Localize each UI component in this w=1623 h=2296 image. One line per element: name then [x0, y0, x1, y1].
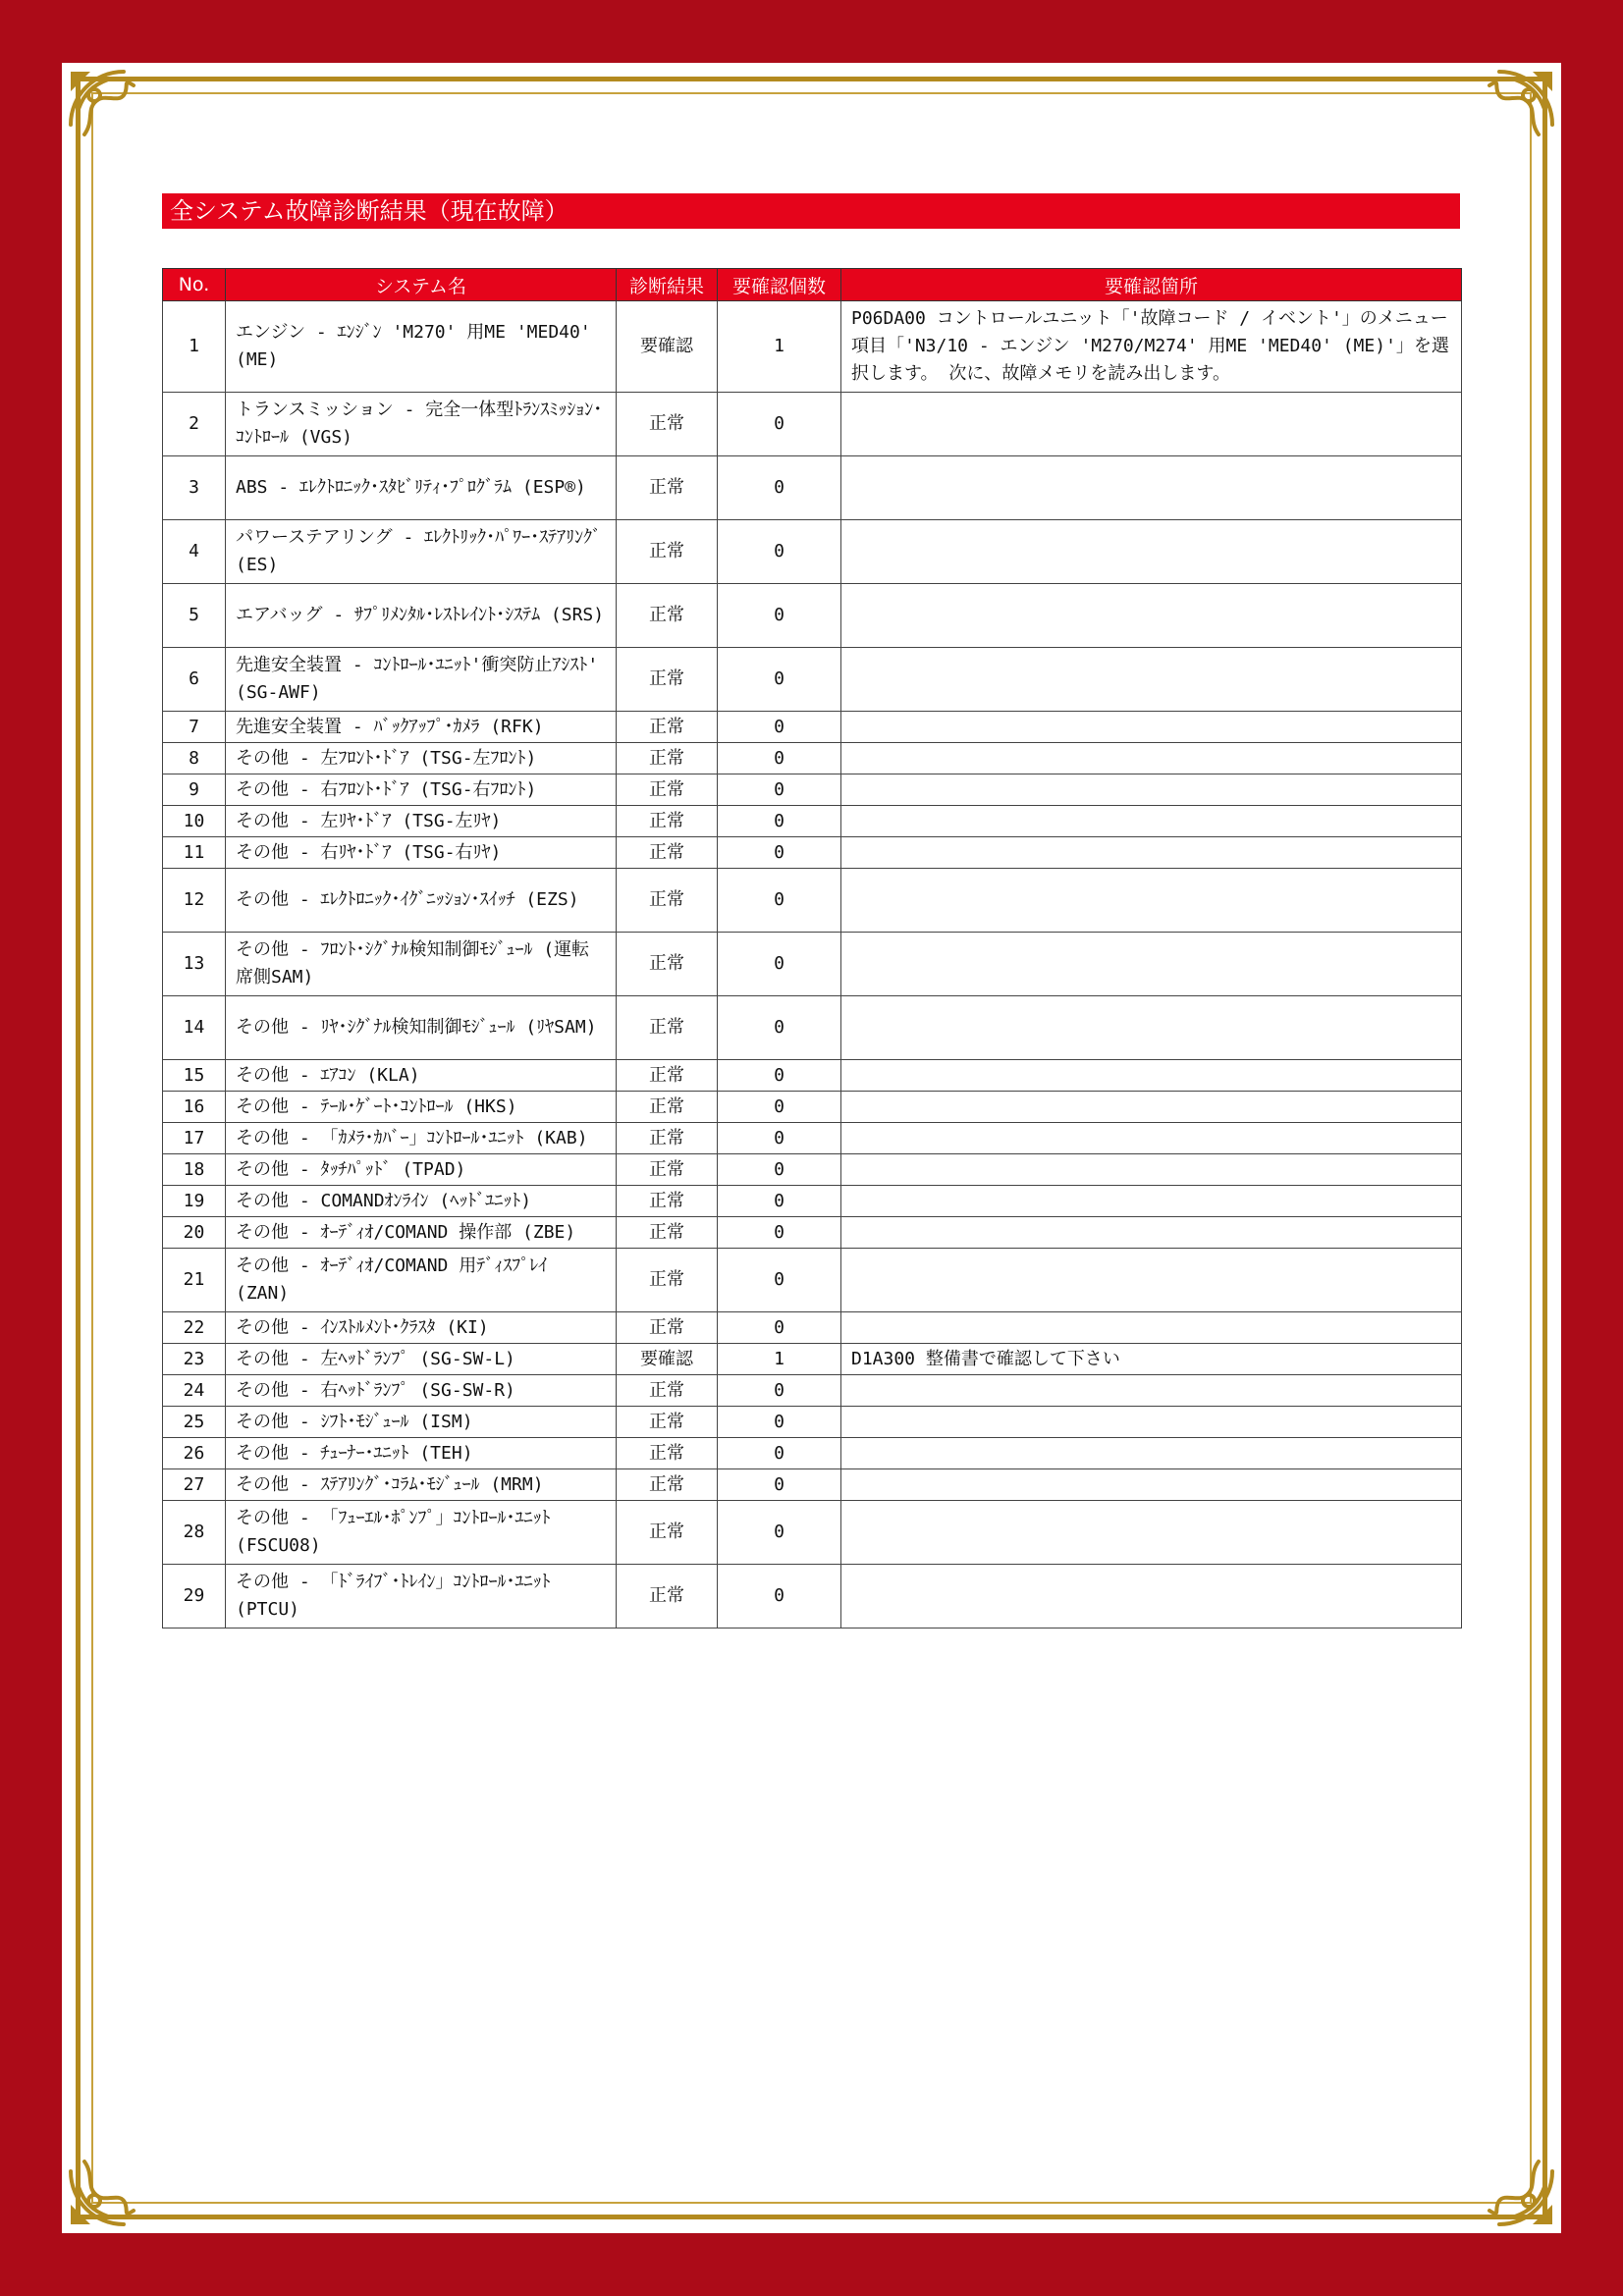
diagnosis-result: 正常	[617, 1407, 718, 1438]
diagnosis-result: 正常	[617, 584, 718, 648]
diagnosis-result: 正常	[617, 520, 718, 584]
table-row	[163, 933, 1462, 996]
table-row	[163, 584, 1462, 648]
system-name: その他 - ｵｰﾃﾞｨｵ/COMAND 用ﾃﾞｨｽﾌﾟﾚｲ (ZAN)	[226, 1249, 617, 1312]
check-count: 0	[718, 1154, 841, 1186]
table-row	[163, 1312, 1462, 1344]
system-name: 先進安全装置 - ｺﾝﾄﾛｰﾙ･ﾕﾆｯﾄ'衝突防止ｱｼｽﾄ' (SG-AWF)	[226, 648, 617, 712]
check-count: 0	[718, 1312, 841, 1344]
row-number: 21	[163, 1249, 226, 1312]
table-row	[163, 1565, 1462, 1629]
row-number: 9	[163, 774, 226, 806]
system-name: その他 - ﾃｰﾙ･ｹﾞｰﾄ･ｺﾝﾄﾛｰﾙ (HKS)	[226, 1092, 617, 1123]
row-number: 19	[163, 1186, 226, 1217]
row-number: 24	[163, 1375, 226, 1407]
table-row	[163, 1123, 1462, 1154]
table-row	[163, 837, 1462, 869]
row-number: 10	[163, 806, 226, 837]
check-location	[841, 1501, 1462, 1565]
row-number: 2	[163, 393, 226, 456]
system-name: その他 - ｴｱｺﾝ (KLA)	[226, 1060, 617, 1092]
row-number: 22	[163, 1312, 226, 1344]
system-name: その他 - 左ﾘﾔ･ﾄﾞｱ (TSG-左ﾘﾔ)	[226, 806, 617, 837]
corner-ornament-icon	[65, 66, 147, 148]
diagnosis-result: 正常	[617, 1501, 718, 1565]
table-header-row	[163, 269, 1462, 301]
diagnosis-result: 正常	[617, 1092, 718, 1123]
row-number: 6	[163, 648, 226, 712]
check-location: P06DA00 コントロールユニット「'故障コード / イベント'」のメニュー項目「'N3/10 - エンジン 'M270/M274' 用ME 'MED40' (ME)'」を選択します。 次に、故障メモリを読み出します。	[841, 301, 1462, 393]
system-name: その他 - ﾀｯﾁﾊﾟｯﾄﾞ (TPAD)	[226, 1154, 617, 1186]
check-count: 0	[718, 1407, 841, 1438]
diagnosis-result: 正常	[617, 1186, 718, 1217]
header-location: 要確認箇所	[841, 269, 1462, 301]
table-row	[163, 1217, 1462, 1249]
check-location	[841, 806, 1462, 837]
check-location	[841, 743, 1462, 774]
check-location	[841, 1092, 1462, 1123]
check-count: 0	[718, 1375, 841, 1407]
diagnosis-result: 正常	[617, 393, 718, 456]
system-name: その他 - ﾌﾛﾝﾄ･ｼｸﾞﾅﾙ検知制御ﾓｼﾞｭｰﾙ (運転席側SAM)	[226, 933, 617, 996]
check-location	[841, 456, 1462, 520]
page-title: 全システム故障診断結果（現在故障）	[162, 193, 1460, 229]
check-location	[841, 774, 1462, 806]
diagnosis-result: 正常	[617, 743, 718, 774]
diagnosis-result: 正常	[617, 1249, 718, 1312]
system-name: その他 - 右ﾍｯﾄﾞﾗﾝﾌﾟ (SG-SW-R)	[226, 1375, 617, 1407]
system-name: その他 - 左ﾍｯﾄﾞﾗﾝﾌﾟ (SG-SW-L)	[226, 1344, 617, 1375]
table-row	[163, 1092, 1462, 1123]
row-number: 5	[163, 584, 226, 648]
diagnosis-result: 要確認	[617, 1344, 718, 1375]
table-row	[163, 774, 1462, 806]
check-location	[841, 648, 1462, 712]
diagnosis-result: 正常	[617, 1375, 718, 1407]
table-row	[163, 1407, 1462, 1438]
table-row	[163, 1501, 1462, 1565]
diagnosis-result: 正常	[617, 1469, 718, 1501]
row-number: 26	[163, 1438, 226, 1469]
diagnosis-result: 正常	[617, 837, 718, 869]
check-location	[841, 1249, 1462, 1312]
corner-ornament-icon	[1476, 66, 1558, 148]
diagnosis-result: 正常	[617, 1565, 718, 1629]
corner-ornament-icon	[1476, 2148, 1558, 2230]
diagnosis-result: 正常	[617, 806, 718, 837]
check-location	[841, 1375, 1462, 1407]
table-row	[163, 393, 1462, 456]
system-name: その他 - ｵｰﾃﾞｨｵ/COMAND 操作部 (ZBE)	[226, 1217, 617, 1249]
row-number: 13	[163, 933, 226, 996]
check-count: 0	[718, 584, 841, 648]
table-row	[163, 743, 1462, 774]
table-row	[163, 1249, 1462, 1312]
system-name: エアバッグ - ｻﾌﾟﾘﾒﾝﾀﾙ･ﾚｽﾄﾚｲﾝﾄ･ｼｽﾃﾑ (SRS)	[226, 584, 617, 648]
check-location	[841, 1565, 1462, 1629]
check-location: D1A300 整備書で確認して下さい	[841, 1344, 1462, 1375]
row-number: 7	[163, 712, 226, 743]
system-name: その他 - ｴﾚｸﾄﾛﾆｯｸ･ｲｸﾞﾆｯｼｮﾝ･ｽｲｯﾁ (EZS)	[226, 869, 617, 933]
diagnosis-result: 正常	[617, 774, 718, 806]
check-count: 0	[718, 1501, 841, 1565]
check-count: 0	[718, 1217, 841, 1249]
check-count: 0	[718, 1123, 841, 1154]
system-name: エンジン - ｴﾝｼﾞﾝ 'M270' 用ME 'MED40' (ME)	[226, 301, 617, 393]
check-location	[841, 1154, 1462, 1186]
check-location	[841, 869, 1462, 933]
system-name: その他 - COMANDｵﾝﾗｲﾝ (ﾍｯﾄﾞﾕﾆｯﾄ)	[226, 1186, 617, 1217]
diagnosis-result: 正常	[617, 1312, 718, 1344]
check-location	[841, 520, 1462, 584]
check-count: 0	[718, 520, 841, 584]
table-row	[163, 1469, 1462, 1501]
row-number: 11	[163, 837, 226, 869]
table-row	[163, 1375, 1462, 1407]
table-row	[163, 1438, 1462, 1469]
diagnosis-result: 正常	[617, 996, 718, 1060]
table-row	[163, 869, 1462, 933]
header-no: No.	[163, 269, 226, 301]
system-name: その他 - ｲﾝｽﾄﾙﾒﾝﾄ･ｸﾗｽﾀ (KI)	[226, 1312, 617, 1344]
check-location	[841, 1123, 1462, 1154]
row-number: 14	[163, 996, 226, 1060]
diagnosis-result: 正常	[617, 1060, 718, 1092]
check-location	[841, 837, 1462, 869]
diagnosis-result: 正常	[617, 456, 718, 520]
system-name: その他 - 「ﾌｭｰｴﾙ･ﾎﾟﾝﾌﾟ」ｺﾝﾄﾛｰﾙ･ﾕﾆｯﾄ (FSCU08)	[226, 1501, 617, 1565]
row-number: 4	[163, 520, 226, 584]
check-count: 1	[718, 1344, 841, 1375]
header-count: 要確認個数	[718, 269, 841, 301]
diagnosis-result: 正常	[617, 712, 718, 743]
row-number: 17	[163, 1123, 226, 1154]
check-count: 0	[718, 648, 841, 712]
check-location	[841, 1438, 1462, 1469]
check-count: 0	[718, 393, 841, 456]
check-location	[841, 933, 1462, 996]
row-number: 20	[163, 1217, 226, 1249]
check-count: 0	[718, 1060, 841, 1092]
check-location	[841, 1186, 1462, 1217]
table-row	[163, 648, 1462, 712]
diagnosis-result: 正常	[617, 1154, 718, 1186]
check-count: 0	[718, 1092, 841, 1123]
table-row	[163, 1060, 1462, 1092]
check-location	[841, 712, 1462, 743]
diagnosis-result: 正常	[617, 1438, 718, 1469]
check-count: 0	[718, 774, 841, 806]
row-number: 29	[163, 1565, 226, 1629]
row-number: 3	[163, 456, 226, 520]
check-count: 0	[718, 1249, 841, 1312]
row-number: 15	[163, 1060, 226, 1092]
diagnosis-result: 正常	[617, 648, 718, 712]
check-count: 0	[718, 837, 841, 869]
system-name: ABS - ｴﾚｸﾄﾛﾆｯｸ･ｽﾀﾋﾞﾘﾃｨ･ﾌﾟﾛｸﾞﾗﾑ (ESP®)	[226, 456, 617, 520]
check-location	[841, 1407, 1462, 1438]
system-name: パワーステアリング - ｴﾚｸﾄﾘｯｸ･ﾊﾟﾜｰ･ｽﾃｱﾘﾝｸﾞ (ES)	[226, 520, 617, 584]
system-name: その他 - 右ﾘﾔ･ﾄﾞｱ (TSG-右ﾘﾔ)	[226, 837, 617, 869]
system-name: 先進安全装置 - ﾊﾞｯｸｱｯﾌﾟ･ｶﾒﾗ (RFK)	[226, 712, 617, 743]
check-count: 0	[718, 712, 841, 743]
check-count: 0	[718, 806, 841, 837]
row-number: 16	[163, 1092, 226, 1123]
check-count: 0	[718, 1565, 841, 1629]
check-location	[841, 584, 1462, 648]
check-count: 0	[718, 1438, 841, 1469]
check-count: 0	[718, 933, 841, 996]
row-number: 1	[163, 301, 226, 393]
check-location	[841, 1217, 1462, 1249]
row-number: 27	[163, 1469, 226, 1501]
system-name: その他 - ﾁｭｰﾅｰ･ﾕﾆｯﾄ (TEH)	[226, 1438, 617, 1469]
header-system: システム名	[226, 269, 617, 301]
system-name: その他 - ｼﾌﾄ･ﾓｼﾞｭｰﾙ (ISM)	[226, 1407, 617, 1438]
check-location	[841, 1469, 1462, 1501]
header-result: 診断結果	[617, 269, 718, 301]
system-name: トランスミッション - 完全一体型ﾄﾗﾝｽﾐｯｼｮﾝ･ｺﾝﾄﾛｰﾙ (VGS)	[226, 393, 617, 456]
row-number: 25	[163, 1407, 226, 1438]
system-name: その他 - ｽﾃｱﾘﾝｸﾞ･ｺﾗﾑ･ﾓｼﾞｭｰﾙ (MRM)	[226, 1469, 617, 1501]
system-name: その他 - 左ﾌﾛﾝﾄ･ﾄﾞｱ (TSG-左ﾌﾛﾝﾄ)	[226, 743, 617, 774]
diagnosis-result: 正常	[617, 1123, 718, 1154]
check-location	[841, 1060, 1462, 1092]
check-count: 0	[718, 869, 841, 933]
diagnosis-result: 正常	[617, 933, 718, 996]
check-count: 1	[718, 301, 841, 393]
check-count: 0	[718, 996, 841, 1060]
check-count: 0	[718, 1186, 841, 1217]
diagnosis-table	[162, 268, 1462, 1629]
table-row	[163, 1154, 1462, 1186]
table-row	[163, 712, 1462, 743]
table-row	[163, 301, 1462, 393]
system-name: その他 - 「ﾄﾞﾗｲﾌﾞ･ﾄﾚｲﾝ」ｺﾝﾄﾛｰﾙ･ﾕﾆｯﾄ (PTCU)	[226, 1565, 617, 1629]
row-number: 23	[163, 1344, 226, 1375]
check-count: 0	[718, 1469, 841, 1501]
row-number: 28	[163, 1501, 226, 1565]
corner-ornament-icon	[65, 2148, 147, 2230]
system-name: その他 - ﾘﾔ･ｼｸﾞﾅﾙ検知制御ﾓｼﾞｭｰﾙ (ﾘﾔSAM)	[226, 996, 617, 1060]
diagnosis-result: 要確認	[617, 301, 718, 393]
table-row	[163, 520, 1462, 584]
system-name: その他 - 「ｶﾒﾗ･ｶﾊﾞｰ」ｺﾝﾄﾛｰﾙ･ﾕﾆｯﾄ (KAB)	[226, 1123, 617, 1154]
check-count: 0	[718, 743, 841, 774]
check-count: 0	[718, 456, 841, 520]
diagnosis-result: 正常	[617, 869, 718, 933]
row-number: 18	[163, 1154, 226, 1186]
table-row	[163, 996, 1462, 1060]
check-location	[841, 1312, 1462, 1344]
table-row	[163, 1186, 1462, 1217]
diagnosis-result: 正常	[617, 1217, 718, 1249]
row-number: 12	[163, 869, 226, 933]
table-row	[163, 806, 1462, 837]
system-name: その他 - 右ﾌﾛﾝﾄ･ﾄﾞｱ (TSG-右ﾌﾛﾝﾄ)	[226, 774, 617, 806]
row-number: 8	[163, 743, 226, 774]
table-row	[163, 1344, 1462, 1375]
check-location	[841, 996, 1462, 1060]
table-row	[163, 456, 1462, 520]
check-location	[841, 393, 1462, 456]
